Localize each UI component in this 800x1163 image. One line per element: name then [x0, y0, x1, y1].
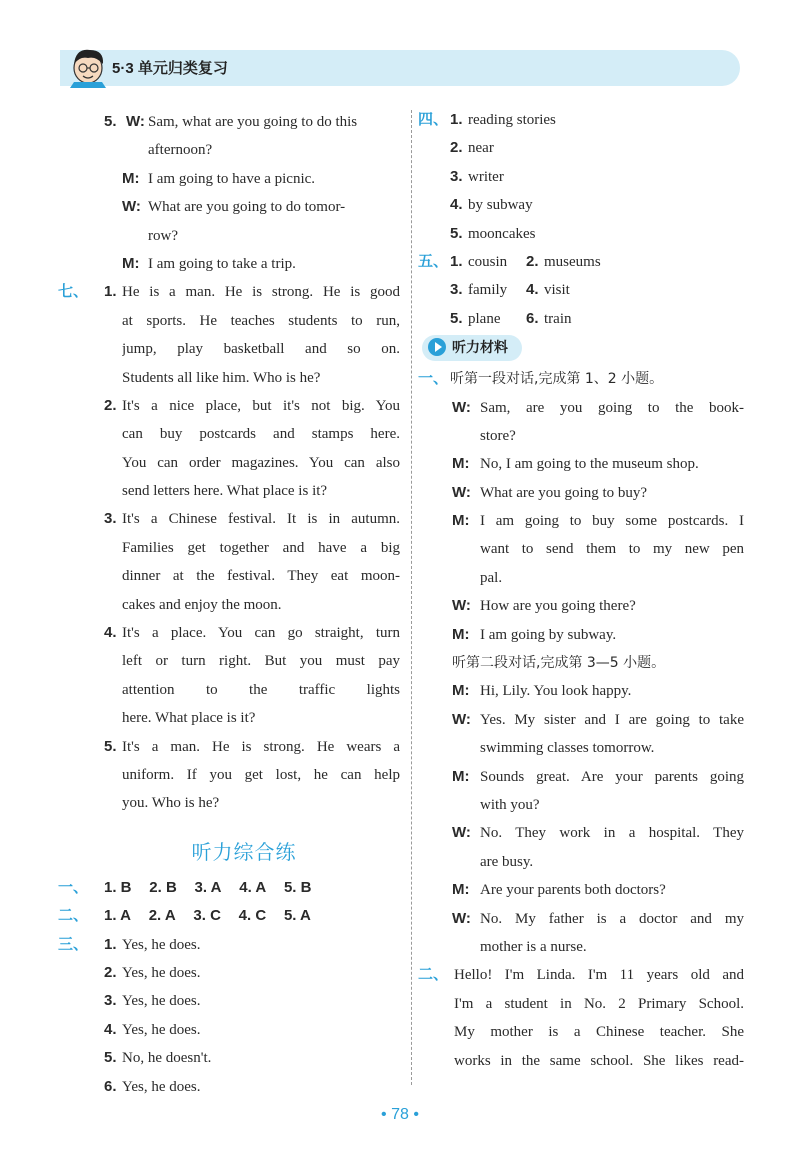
item-number: 2. — [104, 396, 117, 414]
speaker-label: M: — [122, 169, 140, 187]
item-number: 4. — [104, 1020, 117, 1038]
answer-item: 4. C — [238, 907, 267, 925]
item-text: It's a place. You can go straight, turn — [122, 625, 400, 642]
speaker-label: W: — [452, 909, 471, 927]
item-number: 2. — [450, 139, 463, 157]
answer-line — [418, 163, 748, 191]
dialog-text: I am going to take a trip. — [148, 255, 296, 272]
dialog-line — [418, 394, 748, 422]
dialog-text: What are you going to buy? — [480, 484, 648, 501]
item-text: at sports. He teaches students to run, — [122, 312, 400, 329]
dialog-text: mother is a nurse. — [480, 938, 587, 955]
answer-line — [418, 305, 748, 333]
left-column — [58, 108, 404, 1101]
intro-text: 听第一段对话,完成第 1、2 小题。 — [450, 371, 664, 388]
answer-line — [64, 987, 404, 1015]
right-column — [418, 106, 748, 1075]
speaker-label: W: — [122, 198, 141, 216]
item-number: 6. — [526, 309, 539, 327]
dialog-text: Are your parents both doctors? — [480, 882, 666, 899]
speaker-label: W: — [452, 483, 471, 501]
answer-line — [64, 959, 404, 987]
speaker-label: M: — [122, 254, 140, 272]
item-number: 5. — [450, 224, 463, 242]
item-text: here. What place is it? — [122, 710, 256, 727]
listening-material-badge — [422, 335, 522, 361]
answer-line — [418, 248, 748, 276]
section-7 — [58, 278, 404, 817]
answer-item: 5. B — [283, 878, 312, 896]
dialog-line — [418, 479, 748, 507]
answer-row — [104, 902, 311, 930]
dialog-text: Hi, Lily. You look happy. — [480, 683, 632, 700]
item-number: 5. — [104, 113, 117, 130]
answers-section-4 — [418, 106, 748, 248]
answer-line — [418, 276, 748, 304]
dialog-text: What are you going to do tomor- — [148, 199, 346, 216]
answer-item: 1. B — [104, 878, 132, 896]
item-text: jump, play basketball and so on. — [122, 341, 400, 358]
section-label: 五、 — [418, 252, 449, 270]
dialog-q5 — [64, 108, 404, 278]
dialog-text: No. My father is a doctor and my — [480, 910, 744, 927]
item-text: You can order magazines. You can also — [122, 454, 400, 471]
answer-text: visit — [544, 282, 570, 299]
item-number: 1. — [450, 111, 463, 128]
dialog-text: Sam, are you going to the book- — [480, 399, 744, 416]
answer-line — [64, 1073, 404, 1101]
speaker-label: W: — [452, 398, 471, 416]
dialog-line — [64, 250, 404, 278]
answer-text: reading stories — [468, 112, 556, 128]
answers-section-5 — [418, 248, 748, 333]
answer-text: Yes, he does. — [122, 1021, 201, 1038]
answers-section-2 — [58, 902, 404, 930]
answer-item: 5. A — [283, 907, 311, 925]
dialog-text: with you? — [480, 796, 540, 813]
section-label: 七、 — [58, 283, 89, 301]
item-text: It's a man. He is strong. He wears a — [122, 738, 400, 755]
dialog-text: Sam, what are you going to do this — [148, 114, 358, 130]
dialog-line — [418, 876, 748, 904]
answer-text: Yes, he does. — [122, 964, 201, 981]
answer-text: mooncakes — [468, 225, 536, 242]
section-7-item — [58, 278, 404, 306]
dialog-line — [418, 819, 748, 847]
item-number: 5. — [450, 309, 463, 327]
listening-material-1 — [418, 365, 748, 961]
dialog-line — [418, 450, 748, 478]
passage-text: My mother is a Chinese teacher. She — [454, 1024, 744, 1041]
answer-item: 3. C — [193, 907, 221, 925]
answer-text: No, he doesn't. — [122, 1050, 212, 1067]
answer-text: near — [468, 140, 494, 157]
item-text: He is a man. He is strong. He is good — [122, 284, 400, 301]
item-text: cakes and enjoy the moon. — [122, 596, 282, 613]
answers-section-1 — [58, 874, 404, 902]
answer-text: cousin — [468, 253, 508, 270]
answer-text: museums — [544, 253, 601, 270]
answer-line — [64, 1016, 404, 1044]
dialog-text: Sounds great. Are your parents going — [480, 768, 744, 785]
speaker-label: M: — [452, 767, 470, 785]
answer-row — [104, 874, 311, 902]
item-number: 1. — [450, 252, 463, 270]
answer-line — [418, 134, 748, 162]
column-divider — [411, 110, 412, 1085]
dialog-line — [418, 621, 748, 649]
answers-section-3 — [58, 931, 404, 1101]
answer-text: Yes, he does. — [122, 1078, 201, 1095]
header-banner — [60, 50, 740, 86]
dialog-text: I am going to buy some postcards. I — [480, 513, 744, 530]
answer-item: 1. A — [104, 907, 131, 925]
item-number: 4. — [104, 624, 117, 642]
dialog-line — [418, 905, 748, 933]
item-number: 5. — [104, 1049, 117, 1067]
speaker-label: W: — [452, 597, 471, 615]
dialog-text: store? — [480, 427, 516, 444]
item-number: 2. — [104, 963, 117, 981]
section-7-item — [64, 505, 404, 533]
section-title: 听力综合练 — [191, 839, 297, 864]
dialog-text: pal. — [480, 569, 503, 586]
answer-line — [58, 931, 404, 959]
dialog-text: I am going by subway. — [480, 626, 617, 643]
section-label: 一、 — [58, 878, 89, 896]
section-7-item — [64, 619, 404, 647]
dialog-line — [418, 592, 748, 620]
dialog-text: No, I am going to the museum shop. — [480, 456, 699, 473]
item-text: dinner at the festival. They eat moon- — [122, 568, 400, 585]
item-number: 4. — [526, 281, 539, 299]
dialog-line — [64, 193, 404, 221]
item-text: you. Who is he? — [122, 795, 220, 812]
item-number: 2. — [526, 252, 539, 270]
section-label: 一、 — [418, 370, 449, 388]
item-number: 3. — [104, 510, 117, 528]
listening-material-2 — [418, 961, 748, 1075]
dialog-line — [418, 763, 748, 791]
answer-text: family — [468, 282, 508, 299]
dialog-text: row? — [148, 227, 178, 244]
dialog-text: are busy. — [480, 853, 534, 870]
item-text: uniform. If you get lost, he can help — [122, 766, 400, 783]
student-avatar-icon — [66, 44, 110, 88]
passage-text: Hello! I'm Linda. I'm 11 years old and — [454, 967, 744, 984]
speaker-label: W: — [126, 113, 145, 130]
item-number: 3. — [450, 167, 463, 185]
item-number: 3. — [104, 992, 117, 1010]
section-label: 四、 — [418, 111, 449, 128]
section-label: 三、 — [58, 935, 89, 953]
answer-item: 2. A — [148, 907, 176, 925]
item-number: 1. — [104, 935, 117, 953]
answer-item: 2. B — [149, 878, 177, 896]
dialog-line — [418, 677, 748, 705]
speaker-label: W: — [452, 710, 471, 728]
dialog-text: swimming classes tomorrow. — [480, 740, 655, 757]
badge-label: 听力材料 — [452, 340, 508, 357]
speaker-label: M: — [452, 455, 470, 473]
answer-line — [418, 106, 748, 134]
speaker-label: M: — [452, 512, 470, 530]
answer-line — [418, 191, 748, 219]
item-text: Families get together and have a big — [122, 539, 400, 556]
speaker-label: W: — [452, 824, 471, 842]
play-icon — [428, 338, 446, 356]
answer-text: by subway — [468, 197, 533, 214]
answer-text: Yes, he does. — [122, 936, 201, 953]
answer-item: 3. A — [194, 878, 222, 896]
answer-line — [418, 220, 748, 248]
dialog-text: How are you going there? — [480, 598, 636, 615]
answer-text: writer — [468, 168, 504, 185]
dialog-line — [418, 706, 748, 734]
answer-item: 4. A — [239, 878, 267, 896]
intro-line — [418, 365, 748, 393]
item-text: left or turn right. But you must pay — [122, 653, 400, 670]
item-number: 4. — [450, 196, 463, 214]
dialog-text: afternoon? — [148, 142, 213, 159]
item-number: 1. — [104, 283, 117, 301]
speaker-label: M: — [452, 625, 470, 643]
speaker-label: M: — [452, 682, 470, 700]
section-7-item — [64, 392, 404, 420]
dialog-line — [64, 165, 404, 193]
dialog-text: Yes. My sister and I are going to take — [480, 711, 744, 728]
answer-line — [64, 1044, 404, 1072]
item-text: send letters here. What place is it? — [122, 483, 328, 500]
intro-text: 听第二段对话,完成第 3—5 小题。 — [452, 655, 666, 672]
passage-text: I'm a student in No. 2 Primary School. — [454, 995, 744, 1012]
item-number: 5. — [104, 737, 117, 755]
item-text: It's a Chinese festival. It is in autumn. — [122, 511, 400, 528]
passage-text: works in the same school. She likes read- — [454, 1052, 744, 1069]
dialog-line — [418, 507, 748, 535]
item-text: attention to the traffic lights — [122, 681, 400, 698]
answer-text: train — [544, 310, 572, 327]
section-label: 二、 — [418, 966, 449, 984]
section-7-item — [64, 733, 404, 761]
passage-line — [418, 961, 748, 989]
answer-text: Yes, he does. — [122, 993, 201, 1010]
item-text: can buy postcards and stamps here. — [122, 426, 400, 443]
answer-text: plane — [468, 310, 501, 327]
section-label: 二、 — [58, 907, 89, 925]
dialog-text: want to send them to my new pen — [480, 541, 744, 558]
item-number: 3. — [450, 281, 463, 299]
dialog-text: No. They work in a hospital. They — [480, 825, 744, 842]
item-text: It's a nice place, but it's not big. You — [122, 397, 400, 414]
item-text: Students all like him. Who is he? — [122, 369, 321, 386]
speaker-label: M: — [452, 881, 470, 899]
page-number: • 78 • — [381, 1106, 419, 1123]
dialog-line — [64, 108, 404, 136]
item-number: 6. — [104, 1077, 117, 1095]
dialog-text: I am going to have a picnic. — [148, 170, 316, 187]
header-title: 5·3 单元归类复习 — [112, 60, 228, 77]
